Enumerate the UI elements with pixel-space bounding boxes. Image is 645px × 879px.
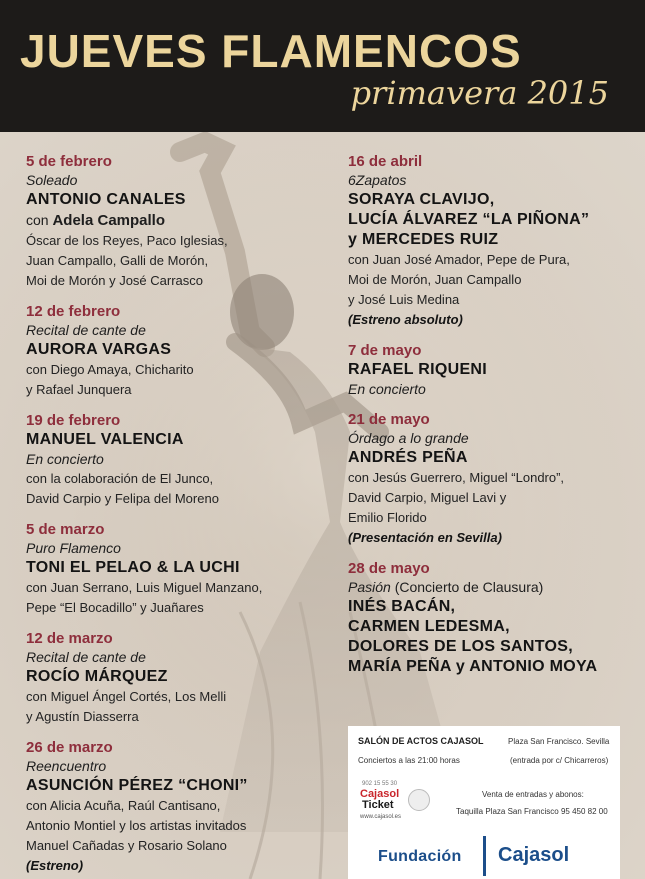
event-note: (Presentación en Sevilla) — [348, 530, 502, 545]
ticket-sales-label: Venta de entradas y abonos: — [482, 790, 584, 799]
ticket-phone: 902 15 55 30 — [362, 781, 398, 787]
event-description: Pasión (Concierto de Clausura) — [348, 579, 544, 595]
event-date: 21 de mayo — [348, 411, 430, 428]
event-date: 5 de febrero — [26, 153, 112, 170]
event-info-line: y Agustín Diasserra — [26, 709, 139, 724]
event-note: (Estreno absoluto) — [348, 312, 463, 327]
event-info-line: Moi de Morón, Juan Campallo — [348, 272, 522, 287]
ticket-sales-place: Taquilla Plaza San Francisco 95 450 82 00 — [456, 807, 608, 816]
event-date: 5 de marzo — [26, 521, 105, 538]
event-headliner: DOLORES DE LOS SANTOS, — [348, 638, 573, 655]
ticket-url: www.cajasol.es — [360, 814, 402, 820]
event-16-abril — [348, 152, 640, 330]
event-28-mayo — [348, 559, 640, 677]
brand-divider — [483, 836, 486, 876]
event-info-line: Moi de Morón y José Carrasco — [26, 273, 204, 288]
event-featuring: con Adela Campallo — [26, 212, 165, 229]
event-description: Recital de cante de — [26, 322, 146, 338]
event-info-line: Emilio Florido — [348, 510, 427, 525]
event-19-febrero — [26, 411, 326, 509]
event-5-marzo — [26, 520, 326, 618]
event-headliner: MARÍA PEÑA y ANTONIO MOYA — [348, 658, 598, 675]
event-headliner: LUCÍA ÁLVAREZ “LA PIÑONA” — [348, 211, 590, 228]
event-description: Recital de cante de — [26, 649, 146, 665]
event-info-line: y Rafael Junquera — [26, 382, 132, 397]
event-date: 12 de marzo — [26, 630, 113, 647]
event-5-febrero — [26, 152, 326, 291]
event-21-mayo — [348, 410, 640, 548]
cajasol-brand-logo: Cajasol — [498, 844, 570, 866]
venue-info-box — [348, 726, 620, 879]
event-date: 19 de febrero — [26, 412, 121, 429]
event-date: 12 de febrero — [26, 303, 121, 320]
foundation-label: Fundación — [378, 848, 462, 865]
event-date: 7 de mayo — [348, 342, 422, 359]
event-headliner: ANTONIO CANALES — [26, 191, 186, 208]
event-headliner: y MERCEDES RUIZ — [348, 231, 499, 248]
event-info-line: con Juan Serrano, Luis Miguel Manzano, — [26, 580, 263, 595]
cajasol-ticket-logo — [358, 781, 430, 825]
venue-name: SALÓN DE ACTOS CAJASOL — [358, 736, 484, 746]
event-description: Reencuentro — [26, 758, 107, 774]
event-headliner: SORAYA CLAVIJO, — [348, 191, 495, 208]
event-description: En concierto — [26, 451, 104, 467]
ticket-badge-icon — [408, 789, 430, 811]
event-info-line: con Alicia Acuña, Raúl Cantisano, — [26, 798, 221, 813]
event-headliner: ANDRÉS PEÑA — [348, 449, 468, 466]
event-12-marzo — [26, 629, 326, 727]
venue-entrance-note: (entrada por c/ Chicarreros) — [510, 756, 609, 765]
event-headliner: AURORA VARGAS — [26, 341, 172, 358]
event-info-line: Óscar de los Reyes, Paco Iglesias, — [26, 233, 228, 248]
venue-showtime: Conciertos a las 21:00 horas — [358, 756, 460, 765]
event-7-mayo — [348, 341, 640, 399]
event-headliner: MANUEL VALENCIA — [26, 431, 184, 448]
event-info-line: Juan Campallo, Galli de Morón, — [26, 253, 209, 268]
event-headliner: ROCÍO MÁRQUEZ — [26, 668, 168, 685]
event-info-line: con Diego Amaya, Chicharito — [26, 362, 194, 377]
event-info-line: Pepe “El Bocadillo” y Juañares — [26, 600, 204, 615]
event-date: 28 de mayo — [348, 560, 430, 577]
event-description: Soleado — [26, 172, 78, 188]
ticket-brand-2: Ticket — [362, 799, 394, 811]
event-info-line: David Carpio, Miguel Lavi y — [348, 490, 507, 505]
event-headliner: INÉS BACÁN, — [348, 598, 456, 615]
events-column-right — [348, 152, 640, 688]
event-12-febrero — [26, 302, 326, 400]
event-description: Puro Flamenco — [26, 540, 121, 556]
poster-title: JUEVES FLAMENCOS — [20, 25, 522, 77]
venue-address: Plaza San Francisco. Sevilla — [508, 737, 610, 746]
poster-subtitle: primavera 2015 — [350, 74, 609, 112]
event-headliner: ASUNCIÓN PÉREZ “CHONI” — [26, 777, 248, 794]
event-info-line: Antonio Montiel y los artistas invitados — [26, 818, 247, 833]
event-info-line: con Jesús Guerrero, Miguel “Londro”, — [348, 470, 565, 485]
event-info-line: con la colaboración de El Junco, — [26, 471, 214, 486]
event-info-line: y José Luis Medina — [348, 292, 460, 307]
event-info-line: con Miguel Ángel Cortés, Los Melli — [26, 689, 227, 704]
poster-header — [0, 0, 645, 132]
event-description: En concierto — [348, 381, 426, 397]
event-date: 26 de marzo — [26, 739, 113, 756]
event-headliner: CARMEN LEDESMA, — [348, 618, 510, 635]
event-description: 6Zapatos — [348, 172, 407, 188]
event-info-line: con Juan José Amador, Pepe de Pura, — [348, 252, 570, 267]
event-headliner: RAFAEL RIQUENI — [348, 361, 488, 378]
event-info-line: David Carpio y Felipa del Moreno — [26, 491, 219, 506]
events-column-left — [26, 152, 326, 879]
event-26-marzo — [26, 738, 326, 876]
event-info-line: Manuel Cañadas y Rosario Solano — [26, 838, 227, 853]
event-date: 16 de abril — [348, 153, 423, 170]
event-headliner: TONI EL PELAO & LA UCHI — [26, 559, 240, 576]
event-description: Órdago a lo grande — [348, 430, 469, 446]
ticket-brand-1: Cajasol — [360, 788, 400, 800]
event-note: (Estreno) — [26, 858, 84, 873]
